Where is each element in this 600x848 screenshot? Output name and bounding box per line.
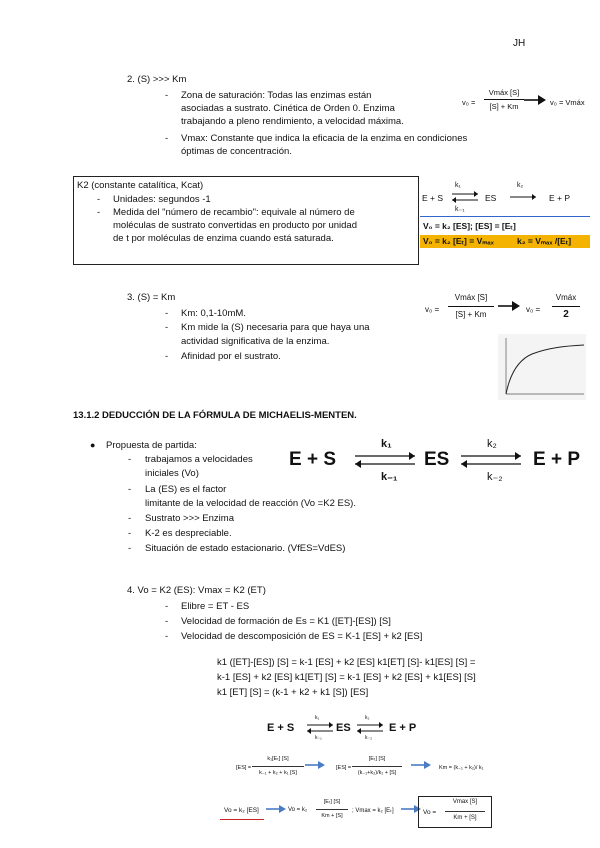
- formula-numerator: Vmáx [S]: [454, 293, 488, 302]
- red-underline: [220, 819, 264, 820]
- right-arrow-icon: [496, 300, 522, 312]
- es-formula2-numerator: [Eₜ] [S]: [368, 756, 386, 762]
- final-numerator: Vmax [S]: [452, 799, 478, 805]
- es-formula-numerator: k₁[Eₜ] [S]: [267, 756, 289, 762]
- k2-title: K2 (constante catalítica, Kcat): [77, 180, 204, 191]
- reaction-complex: ES: [336, 722, 351, 734]
- formula-lhs: v₀ =: [462, 98, 476, 107]
- equilibrium-arrows-icon: [459, 452, 523, 468]
- saturation-curve-graph: [498, 334, 586, 400]
- k2-item: Medida del "número de recambio": equivale al número de: [113, 207, 355, 218]
- author-initials: JH: [513, 38, 526, 49]
- dash: -: [165, 90, 169, 101]
- rate-k1: k₁: [381, 438, 392, 450]
- fraction-bar: [552, 306, 580, 307]
- reaction-reactants: E + S: [422, 193, 444, 203]
- equilibrium-arrows-icon: [355, 722, 385, 734]
- proposal-item: iniciales (Vo): [145, 468, 199, 479]
- section4-title: 4. Vo = K2 (ES): Vmax = K2 (ET): [127, 585, 266, 596]
- es-formula-lhs: [ES] =: [236, 765, 252, 771]
- k2-item: moléculas de sustrato convertidas en producto por unidad: [113, 220, 357, 231]
- formula-denominator: [S] + Km: [455, 310, 487, 319]
- rate-k-2: k₋₂: [365, 735, 373, 741]
- eq-vo-es: V₀ = k₂ [ES]; [ES] = [Eₜ]: [423, 221, 516, 231]
- vo2-lhs: Vo = k₂: [288, 807, 308, 813]
- proposal-item: K-2 es despreciable.: [145, 528, 232, 539]
- formula-numerator: Vmáx [S]: [488, 88, 520, 97]
- equilibrium-arrows-icon: [305, 722, 335, 734]
- section-heading: 13.1.2 DEDUCCIÓN DE LA FÓRMULA DE MICHAELIS-MENTEN.: [73, 410, 357, 421]
- rate-k2: k₂: [487, 438, 497, 450]
- vo2-denominator: Km + [S]: [321, 813, 343, 819]
- dash: -: [165, 308, 169, 319]
- derivation-line: k1 [ET] [S] = (k-1 + k2 + k1 [S]) [ES]: [217, 687, 369, 698]
- rate-k-1: k₋₁: [381, 471, 398, 483]
- dash: -: [97, 207, 101, 218]
- equilibrium-arrows-icon: [450, 190, 480, 204]
- big-reactants: E + S: [289, 449, 336, 470]
- rate-k-1: k₋₁: [455, 206, 465, 213]
- reaction-reactants: E + S: [267, 722, 295, 734]
- fraction-bar: [316, 809, 348, 810]
- right-arrow-icon: [304, 760, 326, 770]
- fraction-bar: [352, 766, 402, 767]
- right-arrow-icon: [265, 804, 287, 814]
- big-complex: ES: [424, 449, 450, 470]
- dash: -: [165, 631, 169, 642]
- es-formula2-denominator: (k₋₁+k₂)/k₁ + [S]: [357, 770, 397, 776]
- dash: -: [128, 513, 132, 524]
- section2-line: trabajando a pleno rendimiento, a velocidad máxima.: [181, 116, 404, 127]
- right-arrow-icon: [522, 94, 548, 106]
- dash: -: [128, 543, 132, 554]
- formula-rhs-lhs: v₀ =: [526, 305, 541, 314]
- k2-item: de t por moléculas de enzima cuando está saturada.: [113, 233, 334, 244]
- eq-k2-def: k₂ = Vₘₐₓ /[Eₜ]: [514, 235, 590, 248]
- right-arrow-icon: [508, 193, 538, 201]
- dash: -: [165, 601, 169, 612]
- dash: -: [128, 454, 132, 465]
- right-arrow-icon: [410, 760, 432, 770]
- k2-item: Unidades: segundos -1: [113, 194, 211, 205]
- proposal-title: Propuesta de partida:: [106, 440, 197, 451]
- dash: -: [165, 322, 169, 333]
- dash: -: [165, 133, 169, 144]
- section3-line: Afinidad por el sustrato.: [181, 351, 281, 362]
- section4-item: Velocidad de formación de Es = K1 ([ET]-[ES]) [S]: [181, 616, 391, 627]
- proposal-item: La (ES) es el factor: [145, 484, 227, 495]
- section2-title: 2. (S) >>> Km: [127, 74, 187, 85]
- formula-rhs-numerator: Vmáx: [555, 293, 577, 302]
- derivation-line: k-1 [ES] + k2 [ES] k1[ET] [S] = k-1 [ES] + k2 [ES] + k1[ES] [S]: [217, 672, 476, 683]
- vmax-def: ; Vmax = k₂ [Eₜ]: [352, 808, 394, 814]
- dash: -: [97, 194, 101, 205]
- formula-lhs: v₀ =: [425, 305, 440, 314]
- rate-k1: k₁: [455, 182, 461, 189]
- km-definition: Km = (k₋₁ + k₂)/ k₁: [439, 765, 484, 771]
- rate-k2: k₂: [517, 182, 524, 189]
- bullet-dot: ●: [90, 440, 96, 450]
- dash: -: [165, 616, 169, 627]
- fraction-bar: [445, 811, 485, 812]
- dash: -: [128, 484, 132, 495]
- section2-line: Zona de saturación: Todas las enzimas están: [181, 90, 372, 101]
- section3-title: 3. (S) = Km: [127, 292, 176, 303]
- fraction-bar: [252, 766, 304, 767]
- es-formula-denominator: k₋₁ + k₂ + k₁ [S]: [259, 770, 297, 776]
- section3-line: Km mide la (S) necesaria para que haya una: [181, 322, 370, 333]
- section2-line: asociadas a sustrato. Cinética de Orden 0. Enzima: [181, 103, 395, 114]
- fraction-bar: [448, 306, 494, 307]
- reaction-products: E + P: [389, 722, 417, 734]
- section3-line: actividad significativa de la enzima.: [181, 336, 330, 347]
- formula-denominator: [S] + Km: [489, 102, 519, 111]
- rate-k2: k₂: [365, 715, 370, 721]
- section4-item: Elibre = ET - ES: [181, 601, 250, 612]
- vo2-numerator: [Eₜ] [S]: [323, 799, 341, 805]
- rate-k1: k₁: [315, 715, 320, 721]
- proposal-item: trabajamos a velocidades: [145, 454, 253, 465]
- proposal-item: Situación de estado estacionario. (VfES=VdES): [145, 543, 346, 554]
- eq-vo-vmax: V₀ = k₂ [Eₜ] = Vₘₐₓ: [420, 235, 516, 248]
- rate-k-1: k₋₁: [315, 735, 322, 741]
- es-formula2-lhs: [ES] =: [336, 765, 352, 771]
- final-lhs: Vo =: [423, 809, 437, 816]
- equilibrium-arrows-icon: [353, 452, 417, 468]
- section2-line: Vmax: Constante que indica la eficacia de la enzima en condiciones: [181, 133, 468, 144]
- section3-line: Km: 0,1-10mM.: [181, 308, 246, 319]
- rate-k-2: k₋₂: [487, 471, 503, 483]
- blue-underline: [420, 216, 590, 217]
- proposal-item: limitante de la velocidad de reacción (Vo =K2 ES).: [145, 498, 356, 509]
- proposal-item: Sustrato >>> Enzima: [145, 513, 234, 524]
- big-products: E + P: [533, 449, 580, 470]
- derivation-line: k1 ([ET]-[ES]) [S] = k-1 [ES] + k2 [ES] k1[ET] [S]- k1[ES] [S] =: [217, 657, 476, 668]
- vo-es: Vo = k₂ [ES]: [224, 807, 259, 814]
- fraction-bar: [484, 99, 524, 100]
- reaction-products: E + P: [549, 193, 571, 203]
- formula-rhs-denominator: 2: [563, 309, 569, 320]
- section4-item: Velocidad de descomposición de ES = K-1 [ES] + k2 [ES]: [181, 631, 423, 642]
- section2-line: óptimas de concentración.: [181, 146, 292, 157]
- final-denominator: Km + [S]: [453, 815, 477, 821]
- formula-rhs: v₀ = Vmáx: [550, 98, 585, 107]
- dash: -: [128, 528, 132, 539]
- dash: -: [165, 351, 169, 362]
- reaction-complex: ES: [485, 193, 497, 203]
